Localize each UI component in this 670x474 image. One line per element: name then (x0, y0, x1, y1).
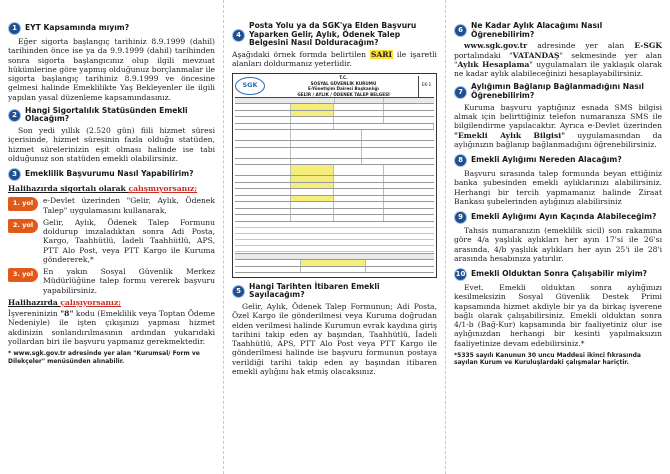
number-badge: 4 (232, 29, 245, 42)
number-badge: 7 (454, 86, 467, 99)
text-part: Aşağıdaki örnek formda belirtilen (232, 50, 370, 60)
form-fields (235, 98, 434, 274)
app-text: Aylık Hesaplama (457, 59, 530, 69)
form-title (269, 75, 418, 97)
text-part: İşvereninizin (8, 309, 61, 319)
sgk-logo: SGK (235, 77, 265, 95)
app-text: "Emekli Aylık Bilgisi" (454, 130, 566, 140)
section-2 (8, 107, 215, 163)
answer-text: Gelir, Aylık, Ödenek Talep Formunun; Adi Posta, Özel Kargo ile gönderilmesi veya Kuruma doğrudan elden verilmesi halinde Kurumun evrak kaydına giriş tarihini takip eden ay başından, Taahhütlü, İadeli Taahhütlü, APS, PTT Alo Post veya PTT Kargo ile gönderilmesi halinde ise başvuru formunun postaya verildiği tarihi takip eden ay başından itibaren emekli aylığını hak etmiş olacaksınız. (232, 302, 437, 376)
number-badge: 1 (8, 22, 21, 35)
portal-text: E-SGK (634, 41, 662, 51)
column-3 (446, 0, 670, 474)
question-title: Emeklilik Başvurumu Nasıl Yapabilirim? (25, 169, 194, 179)
text-part: " sekmesinde yer alan " (454, 50, 662, 69)
highlight-text: SARI (370, 50, 393, 60)
method-1 (8, 196, 215, 215)
number-badge: 6 (454, 24, 467, 37)
text-part: ile işaretli alanları doldurmanız yeterlidir. (232, 50, 437, 69)
number-badge: 9 (454, 211, 467, 224)
answer-text: Son yedi yıllık (2.520 gün) fiili hizmet süresi içerisinde, hizmet süresinin fazla olduğu statüden, hizmet sürelerinizin eşit olması halinde ise tabi olduğunuz son statüden emekli olabilirsiniz. (8, 126, 215, 163)
question-title: Emekli Aylığımı Nereden Alacağım? (471, 155, 622, 165)
text-part: portalındaki " (454, 50, 513, 60)
section-1 (8, 22, 215, 102)
section-4 (232, 22, 437, 278)
method-tag: 2. yol (8, 219, 38, 233)
subheading-red-text: çalışmıyorsanız; (128, 184, 198, 194)
method-text: En yakın Sosyal Güvenlik Merkez Müdürlüğüne talep formu vererek başvuru yapabilirsiniz. (43, 267, 215, 295)
tab-text: VATANDAŞ (512, 50, 560, 60)
website-text: www.sgk.gov.tr (464, 41, 528, 51)
section-5 (232, 283, 437, 376)
section-7 (454, 83, 662, 149)
form-row (235, 165, 434, 176)
question-title: Hangi Sigortalılık Statüsünden Emekli Olacağım? (25, 105, 188, 124)
section-6 (454, 22, 662, 78)
method-tag: 1. yol (8, 197, 38, 211)
form-row (235, 148, 434, 159)
method-tag: 3. yol (8, 268, 38, 282)
question-title: Emekli Aylığımı Ayın Kaçında Alabileceğim? (471, 212, 657, 222)
method-2 (8, 218, 215, 264)
text-part: uygulamasından da aylığınızın bağlanıp bağlanmadığını öğrenebilirsiniz. (454, 130, 662, 149)
footnote: *5335 sayılı Kanunun 30 uncu Maddesi ikinci fıkrasında sayılan Kurum ve Kuruluşlardaki çalışmalar hariçtir. (454, 351, 641, 367)
answer-text (232, 50, 437, 69)
form-tc: T.C. (339, 75, 348, 81)
footnote: * www.sgk.gov.tr adresinde yer alan "Kurumsal/ Form ve Dilekçeler" menüsünden alınabilir. (8, 350, 200, 365)
number-badge: 10 (454, 268, 467, 281)
form-institution: SOSYAL GÜVENLİK KURUMU (310, 80, 377, 86)
sample-form-image (232, 73, 437, 278)
answer-text (454, 103, 662, 149)
form-name: GELİR / AYLIK / ÖDENEK TALEP BELGESİ (297, 91, 390, 97)
text-part: " uygulamaları ile yaklaşık olarak ne kadar aylık alabileceğinizi hesaplayabilirsiniz. (454, 59, 662, 79)
form-department: E-Yönetişim Dairesi Başkanlığı (308, 86, 379, 92)
method-text: Gelir, Aylık, Ödenek Talep Formunu doldurup imzaladıktan sonra Adi Posta, Kargo, Taahhütlü, İadeli Taahhütlü, APS, PTT Alo Post, veya PTT Kargo ile Kuruma göndererek,* (43, 217, 215, 264)
question-title: EYT Kapsamında mıyım? (25, 23, 130, 33)
answer-text: Eğer sigorta başlangıç tarihiniz 8.9.1999 (dahil) tarihinden önce ise ya da 9.9.1999 (dahil) tarihinden sonra sigorta başlangıcınız olup ilgili mevzuat hükümlerine göre yapmış olduğunuz borçlanmalar ile sigorta başlangıç tarihiniz 8.9.1999 ve öncesine gelmesi halinde Emeklilikte Yaş Bekleyenler ile ilgili yapılan yasal düzenleme kapsamındasınız. (8, 37, 215, 102)
answer-text: Tahsis numaranızın (emeklilik sicil) son rakamına göre 4/a yaşlılık aylıkları her ayın 17'si ile 26'sı arasında, 4/b yaşlılık aylıkları her ayın 25'i ile 28'i arasında hesabınıza yatırılır. (454, 226, 662, 263)
number-badge: 3 (8, 168, 21, 181)
text-part: adresinde yer alan (527, 41, 635, 51)
section-10 (454, 268, 662, 366)
question-title: Aylığımın Bağlanıp Bağlanmadığını Nasıl Öğrenebilirim? (471, 82, 644, 101)
column-1 (0, 0, 224, 474)
subheading-working (8, 298, 215, 307)
form-row (235, 130, 434, 141)
answer-text: Evet. Emekli olduktan sonra aylığınızı kesilmeksizin Sosyal Güvenlik Destek Primi kapsamında hizmet akdiyle bir ya da birkaç işverene bağlı olarak çalışabilirsiniz. Emekli olduktan sonra 4/1-b (Bağ-Kur) kapsamında bir faaliyetiniz olur ise aylığınızdan herhangi bir kesinti yapılmaksızın faaliyetinize devam edebilirsiniz.* (454, 283, 662, 348)
section-8 (454, 154, 662, 206)
answer-text: Başvuru sırasında talep formunda beyan ettiğiniz banka şubesinden emekli aylıklarınızı alabilirsiniz. Herhangi bir tercih yapmamanız halinde Ziraat Bankası şubelerinden aylığınızı alabilirsiniz (454, 169, 662, 206)
subheading-red-text: çalışıyorsanız; (60, 297, 122, 307)
section-3 (8, 168, 215, 365)
text-part: kodu (Emeklilik veya Toptan Ödeme Nedeniyle) ile işten çıkışınızı yapması hizmet akdinizin sonlandırılmasının ardından yukarıdaki yollardan biri ile başvuru yapmanız gerekmektedir. (8, 309, 215, 346)
method-text: e-Devlet üzerinden "Gelir, Aylık, Ödenek Talep" uygulamasını kullanarak, (43, 196, 215, 215)
number-badge: 5 (232, 285, 245, 298)
subheading-text: Halihazırda sigortalı olarak (8, 184, 129, 194)
subheading-text: Halihazırda (8, 297, 61, 307)
number-badge: 8 (454, 154, 467, 167)
text-part: Kuruma başvuru yaptığınız esnada SMS bilgisi almak için belirttiğiniz telefon numaranıza SMS ile bilgilendirme yapılacaktır. Ayrıca e-Devlet üzerinden (454, 102, 662, 131)
method-3 (8, 267, 215, 295)
question-title: Posta Yolu ya da SGK'ya Elden Başvuru Yaparken Gelir, Aylık, Ödenek Talep Belgesini Nasıl Dolduracağım? (249, 21, 417, 48)
code-text: "8" (60, 309, 74, 319)
form-code: EK-1 (418, 76, 434, 97)
question-title: Emekli Olduktan Sonra Çalışabilir miyim? (471, 269, 648, 279)
answer-text (454, 41, 662, 78)
column-2 (224, 0, 446, 474)
number-badge: 2 (8, 109, 21, 122)
subheading-not-working (8, 184, 215, 193)
form-header (235, 76, 434, 98)
form-signature-area (235, 273, 434, 274)
question-title: Ne Kadar Aylık Alacağımı Nasıl Öğrenebilirim? (471, 21, 603, 39)
question-title: Hangi Tarihten İtibaren Emekli Sayılacağım? (249, 281, 380, 300)
form-text-block (235, 222, 434, 254)
answer-text (8, 309, 215, 346)
section-9 (454, 211, 662, 263)
